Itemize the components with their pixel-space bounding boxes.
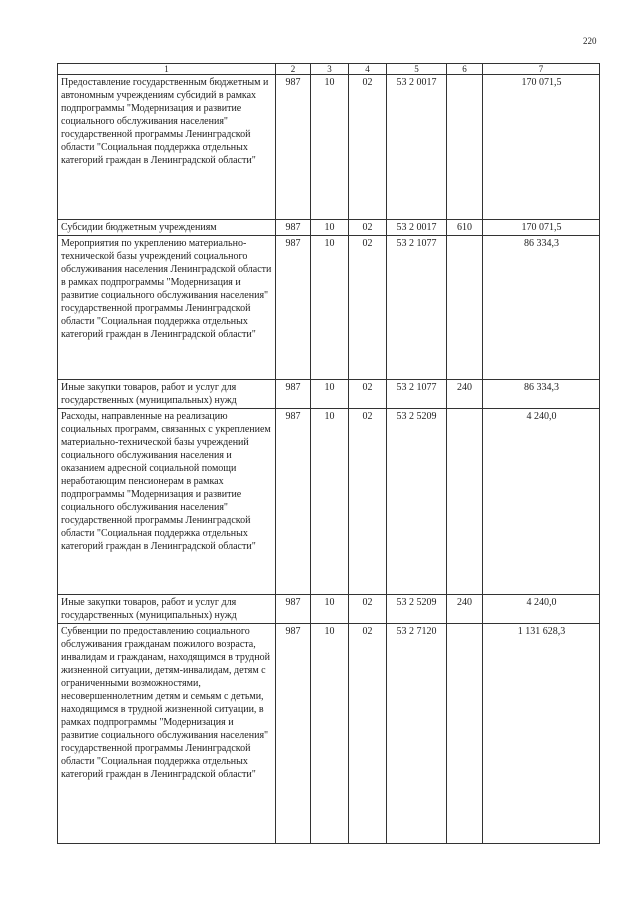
header-col-2: 2 — [276, 64, 311, 75]
row-col-5: 53 2 0017 — [387, 220, 447, 236]
row-col-3: 10 — [311, 75, 349, 220]
table-row — [58, 220, 600, 236]
table-row — [58, 236, 600, 380]
row-col-2: 987 — [276, 380, 311, 409]
row-col-6 — [447, 409, 483, 595]
row-description: Мероприятия по укреплению материально-технической базы учреждений социального обслуживания населения Ленинградской области в рамках подпрограммы "Модернизация и развитие социального обслуживания населения" государственной программы Ленинградской области "Социальная поддержка отдельных категорий граждан в Ленинградской области" — [58, 236, 276, 380]
row-col-5: 53 2 5209 — [387, 595, 447, 624]
table-row — [58, 380, 600, 409]
table-row — [58, 409, 600, 595]
row-col-2: 987 — [276, 624, 311, 844]
row-col-3: 10 — [311, 220, 349, 236]
row-col-6: 240 — [447, 380, 483, 409]
row-col-3: 10 — [311, 409, 349, 595]
row-col-7: 1 131 628,3 — [483, 624, 600, 844]
row-col-5: 53 2 5209 — [387, 409, 447, 595]
page-number: 220 — [583, 36, 597, 46]
row-col-4: 02 — [349, 624, 387, 844]
row-col-7: 86 334,3 — [483, 380, 600, 409]
row-col-3: 10 — [311, 624, 349, 844]
row-description: Субсидии бюджетным учреждениям — [58, 220, 276, 236]
row-col-4: 02 — [349, 236, 387, 380]
row-description: Расходы, направленные на реализацию социальных программ, связанных с укреплением материально-технической базы учреждений социального обслуживания населения и оказанием адресной социальной помощи неработающим пенсионерам в рамках подпрограммы "Модернизация и развитие социального обслуживания населения" государственной программы Ленинградской области "Социальная поддержка отдельных категорий граждан в Ленинградской области" — [58, 409, 276, 595]
row-col-5: 53 2 1077 — [387, 236, 447, 380]
row-col-6 — [447, 75, 483, 220]
row-col-7: 86 334,3 — [483, 236, 600, 380]
row-col-4: 02 — [349, 380, 387, 409]
row-col-6: 610 — [447, 220, 483, 236]
row-col-2: 987 — [276, 236, 311, 380]
row-col-7: 170 071,5 — [483, 75, 600, 220]
row-description: Иные закупки товаров, работ и услуг для государственных (муниципальных) нужд — [58, 380, 276, 409]
row-col-6 — [447, 624, 483, 844]
header-col-5: 5 — [387, 64, 447, 75]
table-header-row — [58, 64, 600, 75]
row-col-3: 10 — [311, 380, 349, 409]
row-col-6: 240 — [447, 595, 483, 624]
row-col-5: 53 2 0017 — [387, 75, 447, 220]
header-col-3: 3 — [311, 64, 349, 75]
header-col-6: 6 — [447, 64, 483, 75]
row-col-2: 987 — [276, 220, 311, 236]
row-col-4: 02 — [349, 409, 387, 595]
row-col-4: 02 — [349, 595, 387, 624]
row-col-3: 10 — [311, 236, 349, 380]
row-col-3: 10 — [311, 595, 349, 624]
row-col-6 — [447, 236, 483, 380]
header-col-4: 4 — [349, 64, 387, 75]
row-description: Предоставление государственным бюджетным и автономным учреждениям субсидий в рамках подпрограммы "Модернизация и развитие социального обслуживания населения" государственной программы Ленинградской области "Социальная поддержка отдельных категорий граждан в Ленинградской области" — [58, 75, 276, 220]
table-row — [58, 624, 600, 844]
row-col-7: 4 240,0 — [483, 595, 600, 624]
row-col-5: 53 2 7120 — [387, 624, 447, 844]
row-col-2: 987 — [276, 409, 311, 595]
header-col-1: 1 — [58, 64, 276, 75]
row-col-4: 02 — [349, 75, 387, 220]
row-col-2: 987 — [276, 595, 311, 624]
row-col-7: 4 240,0 — [483, 409, 600, 595]
table-row — [58, 75, 600, 220]
row-col-5: 53 2 1077 — [387, 380, 447, 409]
table-row — [58, 595, 600, 624]
row-description: Субвенции по предоставлению социального обслуживания гражданам пожилого возраста, инвалидам и гражданам, находящимся в трудной жизненной ситуации, детям-инвалидам, детям с ограниченными возможностями, несовершеннолетним детям и семьям с детьми, находящимся в трудной жизненной ситуации, в рамках подпрограммы "Модернизация и развитие социального обслуживания населения" государственной программы Ленинградской области "Социальная поддержка отдельных категорий граждан в Ленинградской области" — [58, 624, 276, 844]
row-col-7: 170 071,5 — [483, 220, 600, 236]
header-col-7: 7 — [483, 64, 600, 75]
row-col-2: 987 — [276, 75, 311, 220]
row-description: Иные закупки товаров, работ и услуг для государственных (муниципальных) нужд — [58, 595, 276, 624]
row-col-4: 02 — [349, 220, 387, 236]
budget-table — [57, 63, 600, 844]
